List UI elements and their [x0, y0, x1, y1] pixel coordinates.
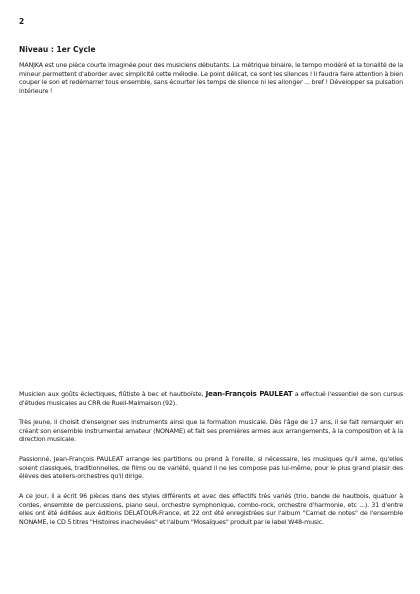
- bio-paragraph-1-end: a effectué l'essentiel de son cursus d'études musicales au CRR de Rueil-Malmaison (92).: [19, 391, 403, 407]
- bio-paragraph-1-start: Musicien aux goûts éclectiques, flûtiste à bec et hautboïste,: [19, 391, 206, 398]
- page-number: 2: [19, 17, 25, 26]
- intro-paragraph: MANJKA est une pièce courte imaginée pour des musiciens débutants. La métrique binaire, le tempo modéré et la tonalité de la mineur permettent d'aborder avec simplicité cette mélodie. Le point délicat, ce sont les silences ! Il faudra faire attention à bien couper le son et redémarrer tous ensemble, sans écourter les temps de silence ni les allonger ... bref ! Développer sa pulsation intérieure !: [19, 62, 403, 95]
- bio-paragraph-2: Très jeune, il choisit d'enseigner ses instruments ainsi que la formation musicale. Dès l'âge de 17 ans, il se fait remarquer en créant son ensemble instrumental amateur (NONAME) et fait ses premières armes aux arrangements, à la composition et à la direction musicale.: [19, 419, 403, 444]
- bio-paragraph-4: A ce jour, il a écrit 96 pièces dans des styles différents et avec des effectifs très variés (trio, bande de hautbois, quatuor à cordes, ensemble de percussions, piano seul, orchestre symphonique, combo-rock, orchestre d'harmonie, etc ...). 31 d'entre elles ont été éditées aux éditions DELATOUR-France, et 22 ont été enregistrées sur l'album "Carnet de notes" de l'ensemble NONAME, le CD 5 titres "Histoires inachevées" et l'album "Mosaïques" produit par le label W48-music.: [19, 493, 403, 526]
- bio-paragraph-1: [19, 390, 403, 408]
- level-heading: Niveau : 1er Cycle: [19, 45, 96, 54]
- bio-paragraph-3: Passionné, Jean-François PAULEAT arrange les partitions ou prend à l'oreille, si nécessaire, les musiques qu'il aime, qu'elles soient classiques, traditionnelles, de films ou de variété, quand il ne les compose pas lui-même, pour le plus grand plaisir des élèves des ateliers-orchestres qu'il dirige.: [19, 456, 403, 481]
- composer-name: Jean-François PAULEAT: [205, 390, 293, 398]
